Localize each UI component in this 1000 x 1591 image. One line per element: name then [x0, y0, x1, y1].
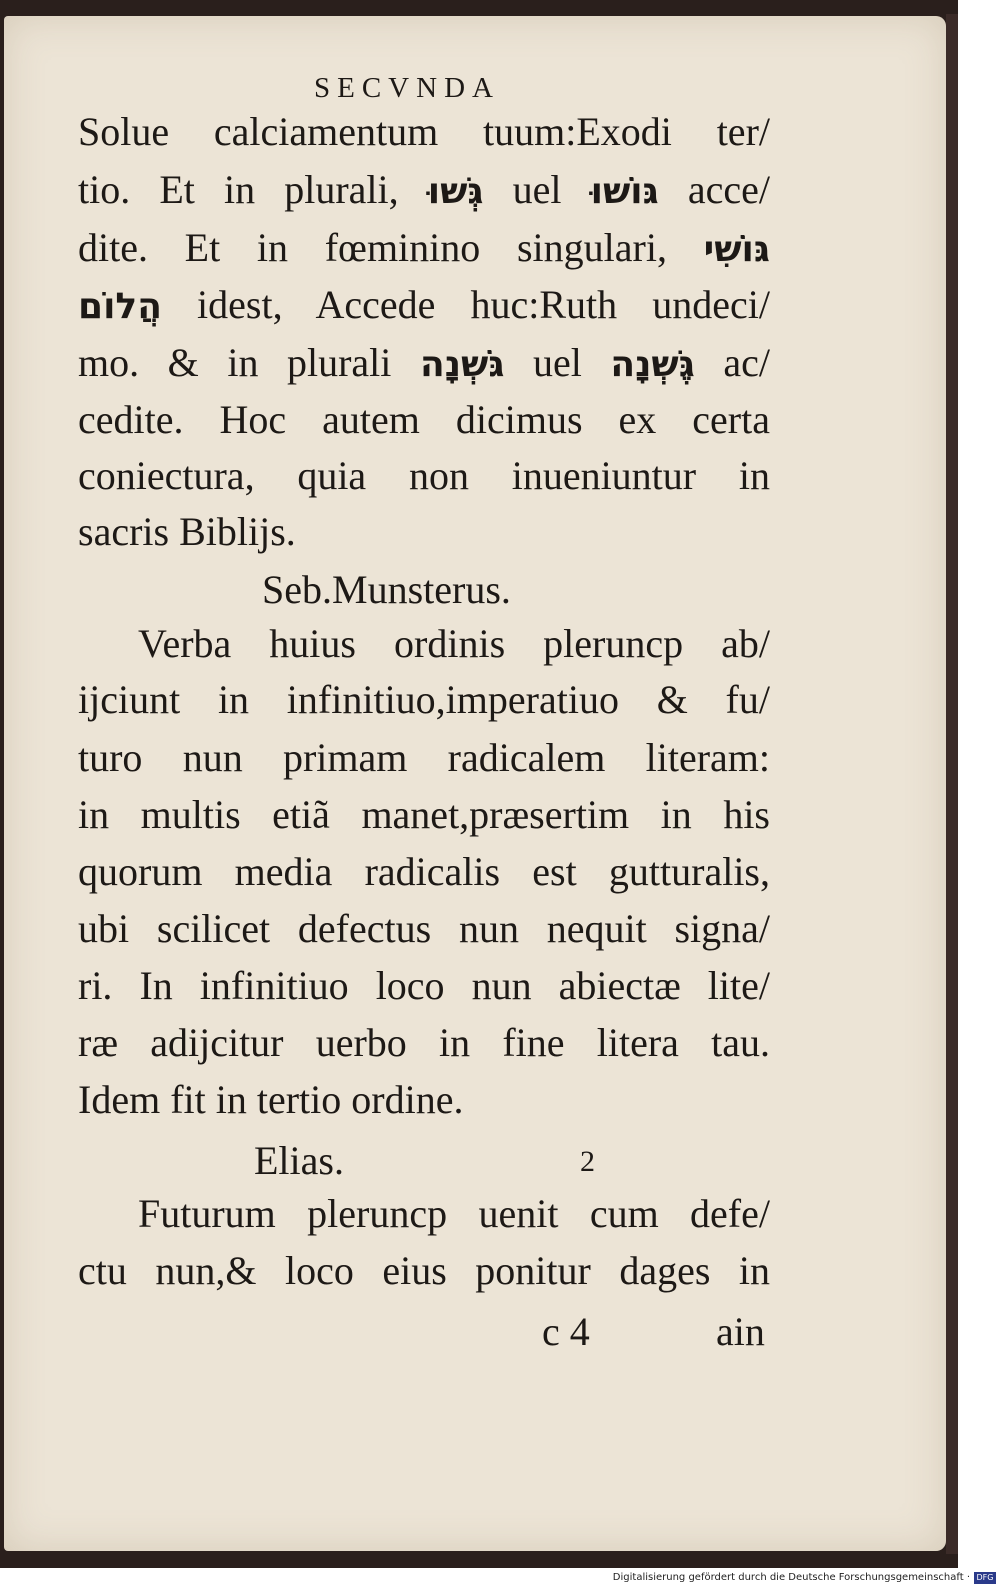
text-span: cedite. Hoc autem dicimus ex certa — [78, 397, 770, 442]
text-line: quorum media radicalis est gutturalis, — [78, 849, 770, 894]
text-line — [78, 225, 770, 270]
running-head: SECVNDA — [314, 72, 500, 104]
text-span: sacris Biblijs. — [78, 509, 296, 554]
text-line: ijciunt in infinitiuo,imperatiuo & fu/ — [78, 677, 770, 722]
signature: c 4 — [542, 1309, 590, 1354]
section-heading: Seb.Munsterus. — [262, 567, 511, 612]
hebrew-word: גּוֹשִׁי — [703, 229, 770, 270]
book-edge — [946, 14, 958, 1554]
text-line — [78, 109, 770, 154]
text-line: Idem fit in tertio ordine. — [78, 1077, 464, 1122]
text-span: Solue calciamentum tuum:Exodi ter/ — [78, 109, 770, 154]
dfg-logo: DFG — [974, 1572, 996, 1584]
text-span: tio. Et in plurali, — [78, 167, 428, 212]
text-line — [78, 453, 770, 498]
signature-mark: 2 — [580, 1145, 595, 1178]
text-span: coniectura, quia non inueniuntur in — [78, 453, 770, 498]
text-span: dite. Et in fœminino singulari, — [78, 225, 704, 270]
text-line — [78, 282, 770, 327]
text-line — [78, 340, 771, 385]
text-span: ac/ — [694, 340, 771, 385]
text-line: ubi scilicet defectus nun nequit signa/ — [78, 906, 770, 951]
text-span: uel — [504, 340, 611, 385]
catchword: ain — [716, 1309, 765, 1354]
text-line: Verba huius ordinis pleruncp ab/ — [138, 621, 770, 666]
text-line: ri. In infinitiuo loco nun abiectæ lite/ — [78, 963, 770, 1008]
text-line — [78, 397, 770, 442]
text-line: in multis etiã manet,præsertim in his — [78, 792, 770, 837]
text-line — [78, 167, 770, 212]
text-line: ctu nun,& loco eius ponitur dages in — [78, 1248, 770, 1293]
text-span: uel — [483, 167, 591, 212]
text-line: Futurum pleruncp uenit cum defe/ — [138, 1191, 770, 1236]
text-line: ræ adijcitur uerbo in fine litera tau. — [78, 1020, 770, 1065]
hebrew-word: הֲלוֹם — [78, 286, 162, 327]
text-span: mo. & in plurali — [78, 340, 420, 385]
digitization-credit: Digitalisierung gefördert durch die Deutsche Forschungsgemeinschaft · — [612, 1572, 970, 1583]
hebrew-word: גֹּשְׁנָה — [419, 344, 505, 385]
text-line — [78, 509, 770, 554]
hebrew-word: גּוֹשׁוּ — [590, 171, 659, 212]
text-span: idest, Accede huc:Ruth undeci/ — [161, 282, 770, 327]
text-span: acce/ — [658, 167, 770, 212]
section-heading: Elias. — [254, 1138, 344, 1183]
hebrew-word: גֶּשְׁנָה — [610, 344, 695, 385]
text-line: turo nun primam radicalem literam: — [78, 735, 770, 780]
hebrew-word: גְּשׁוּ — [427, 171, 484, 212]
